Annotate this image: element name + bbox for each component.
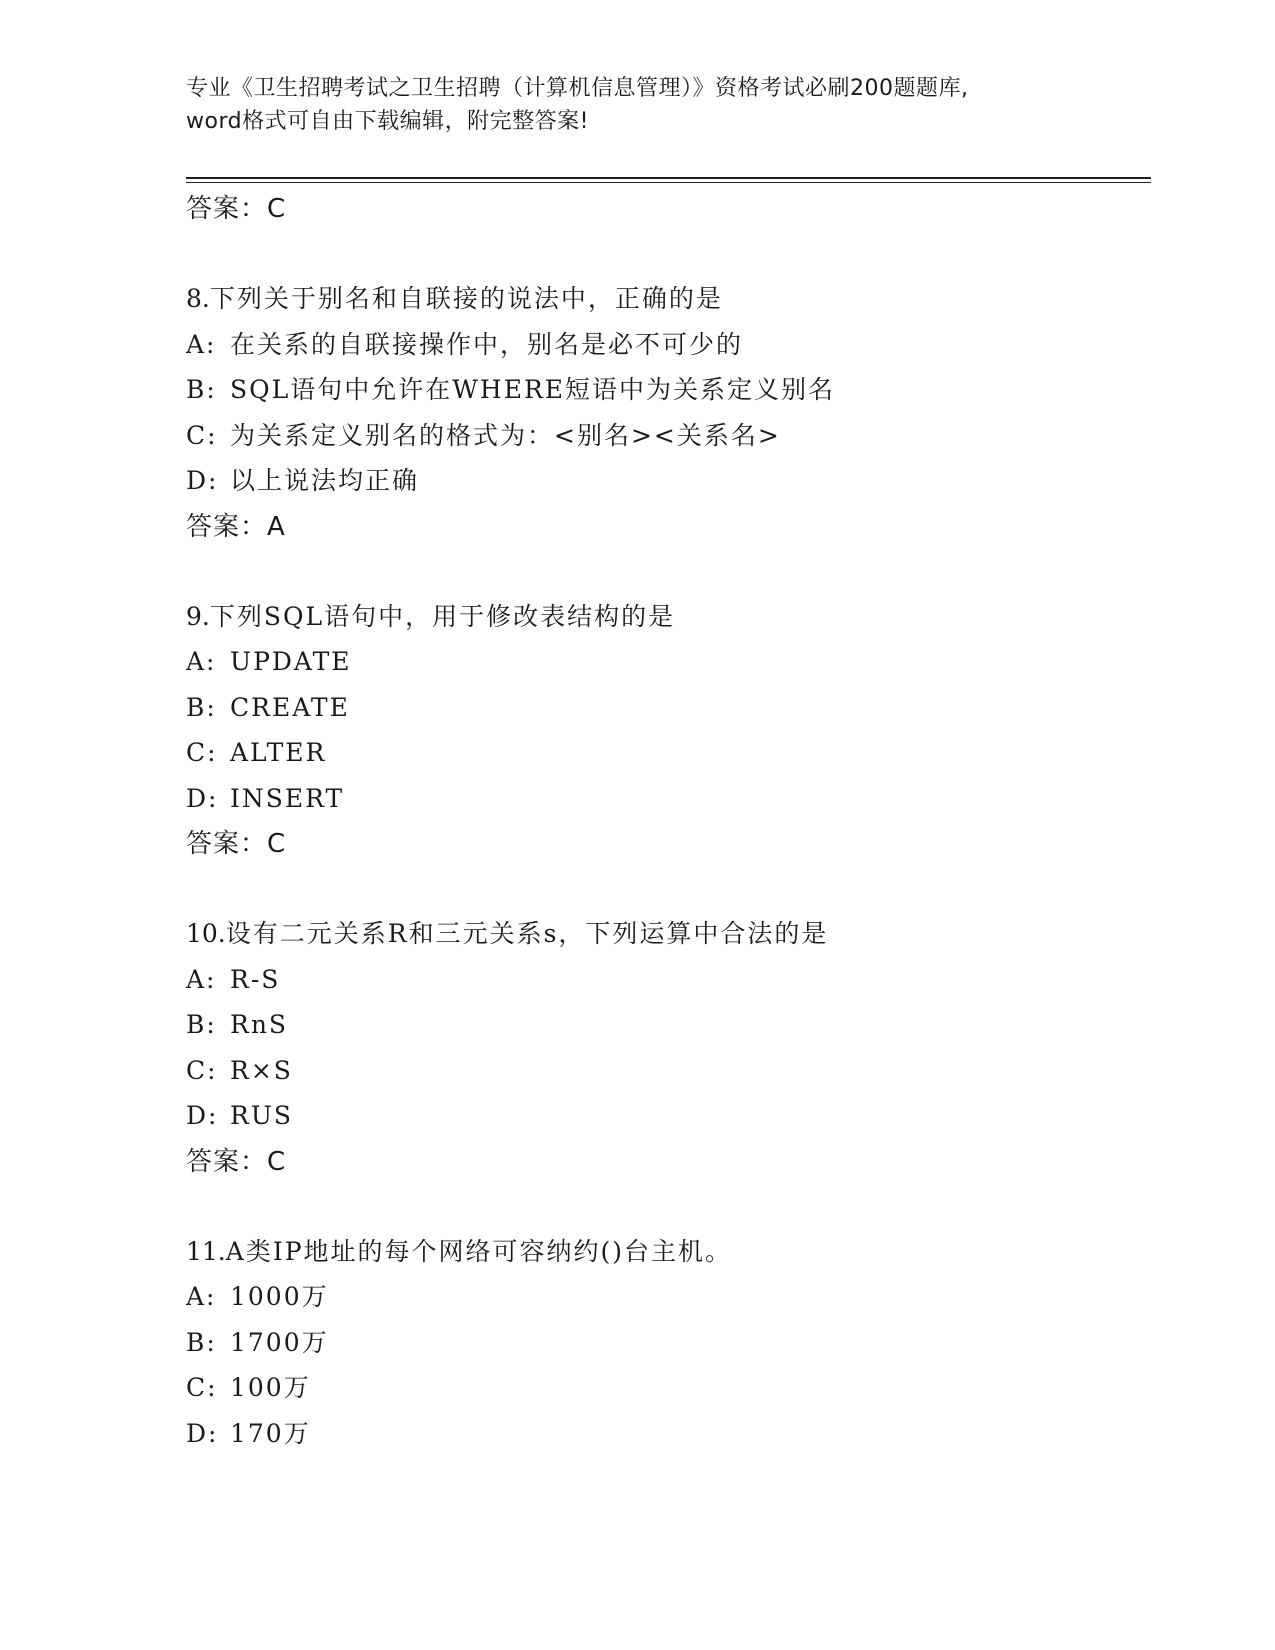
option-text: ALTER: [230, 738, 327, 767]
option-key: B:: [186, 1327, 217, 1357]
option-text: 在关系的自联接操作中，别名是必不可少的: [230, 329, 744, 359]
option-c: [186, 1048, 1146, 1094]
option-key: D:: [186, 1101, 219, 1130]
option-a: [186, 1274, 1146, 1320]
option-text: 170万: [230, 1418, 311, 1448]
option-c: [186, 730, 1146, 776]
option-c: [186, 1365, 1146, 1411]
document-header: [186, 72, 1086, 138]
question-number: 9.: [186, 601, 210, 631]
option-text: RUS: [230, 1101, 294, 1130]
answer-line: 答案：A: [186, 511, 286, 542]
option-key: C:: [186, 738, 218, 767]
answer-line: 答案：C: [186, 1146, 287, 1177]
question-10: [186, 911, 1146, 1185]
option-key: C:: [186, 1055, 218, 1085]
option-c: [186, 413, 1146, 459]
option-text: SQL语句中允许在WHERE短语中为关系定义别名: [230, 375, 836, 404]
question-number: 11.: [186, 1236, 226, 1266]
option-key: A:: [186, 647, 217, 676]
option-key: D:: [186, 466, 219, 495]
option-text: 以上说法均正确: [230, 466, 420, 495]
option-key: B:: [186, 1010, 217, 1039]
option-a: [186, 639, 1146, 685]
option-key: A:: [186, 329, 217, 359]
option-text: CREATE: [230, 692, 350, 722]
header-divider: [186, 177, 1151, 183]
header-line-1: 专业《卫生招聘考试之卫生招聘（计算机信息管理）》资格考试必刷200题题库,: [186, 76, 969, 101]
question-text: 下列关于别名和自联接的说法中，正确的是: [209, 284, 723, 313]
option-b: [186, 367, 1146, 413]
option-text: R-S: [230, 964, 281, 994]
option-d: [186, 1093, 1146, 1139]
question-11: [186, 1229, 1146, 1457]
option-b: [186, 1320, 1146, 1366]
option-key: C:: [186, 1373, 218, 1402]
answer-line: 答案：C: [186, 829, 287, 859]
option-key: C:: [186, 420, 218, 450]
option-b: [186, 1002, 1146, 1048]
option-key: B:: [186, 375, 217, 404]
option-key: A:: [186, 1282, 217, 1311]
option-key: D:: [186, 1418, 219, 1448]
answer-line: 答案：C: [186, 194, 287, 224]
question-8: [186, 276, 1146, 550]
question-9: [186, 594, 1146, 868]
header-line-2: word格式可自由下载编辑，附完整答案!: [186, 109, 589, 134]
option-text: INSERT: [230, 783, 345, 813]
option-text: R×S: [230, 1055, 293, 1085]
option-b: [186, 685, 1146, 731]
option-text: 1000万: [230, 1282, 329, 1311]
option-text: RnS: [230, 1010, 289, 1039]
option-text: 1700万: [230, 1327, 329, 1357]
question-stem: [186, 594, 1146, 640]
question-text: A类IP地址的每个网络可容纳约()台主机。: [225, 1236, 733, 1266]
question-stem: [186, 1229, 1146, 1275]
option-d: [186, 1411, 1146, 1457]
question-text: 下列SQL语句中，用于修改表结构的是: [209, 601, 676, 631]
question-stem: [186, 911, 1146, 957]
option-key: A:: [186, 964, 217, 994]
option-text: 100万: [230, 1373, 311, 1402]
question-list: [186, 186, 1146, 1456]
question-text: 设有二元关系R和三元关系s，下列运算中合法的是: [225, 919, 829, 948]
question-number: 8.: [186, 284, 210, 313]
option-key: B:: [186, 692, 217, 722]
option-a: [186, 322, 1146, 368]
option-a: [186, 957, 1146, 1003]
option-key: D:: [186, 783, 219, 813]
question-number: 10.: [186, 919, 226, 948]
option-d: [186, 458, 1146, 504]
question-stem: [186, 276, 1146, 322]
option-text: 为关系定义别名的格式为：<别名><关系名>: [230, 420, 781, 450]
option-d: [186, 776, 1146, 822]
option-text: UPDATE: [230, 647, 352, 676]
